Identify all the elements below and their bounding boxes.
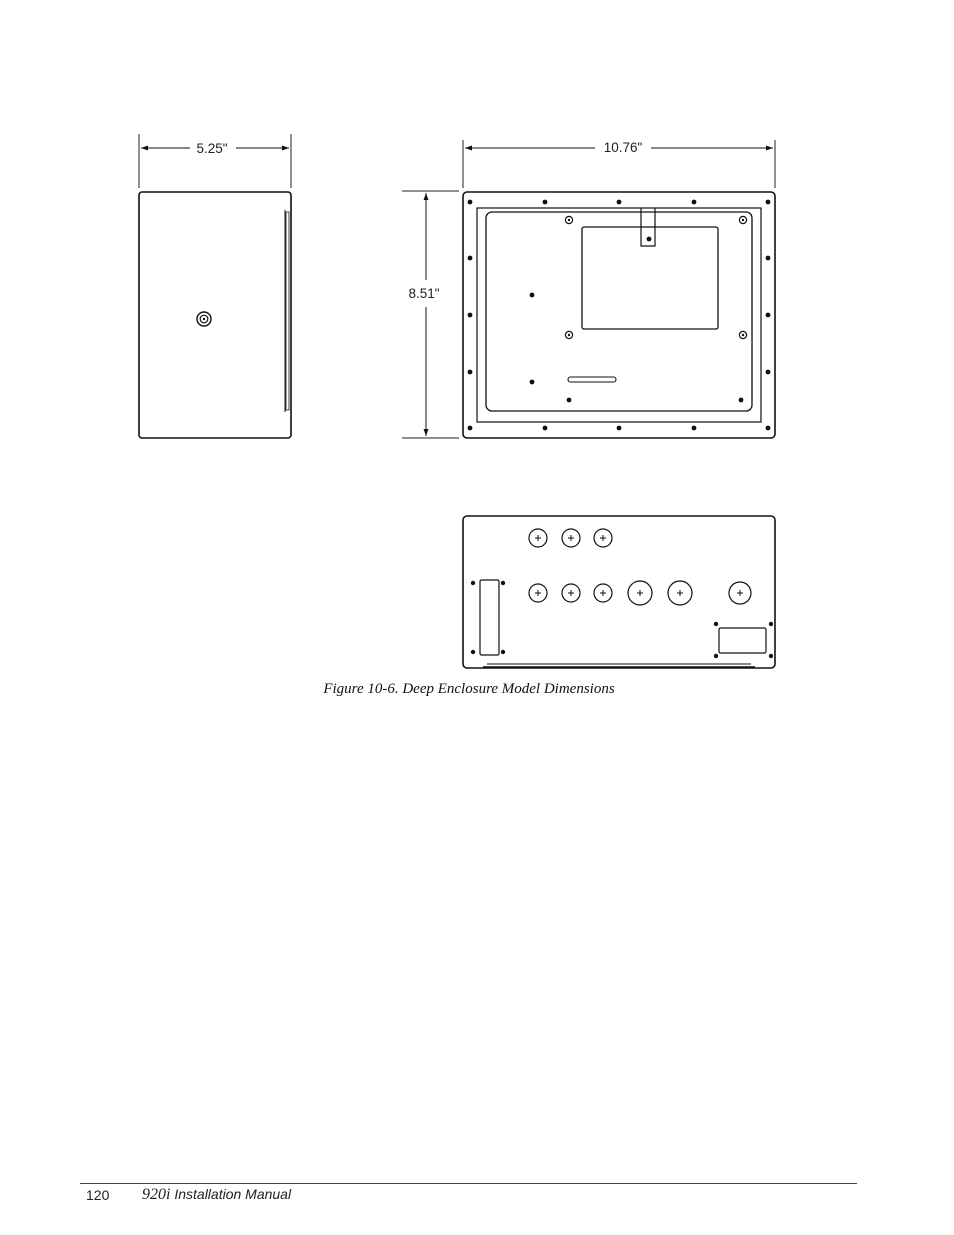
front-view [402, 140, 775, 438]
bottom-view [463, 516, 775, 668]
bottom-screws [471, 581, 773, 658]
knob-icon [197, 312, 211, 326]
bezel-screws [468, 200, 771, 431]
model-name: 920i [142, 1186, 171, 1203]
front-height-label: 8.51" [408, 286, 440, 301]
front-width-label: 10.76" [603, 140, 643, 155]
manual-name: Installation Manual [174, 1186, 292, 1202]
side-width-label: 5.25" [196, 141, 228, 156]
footer-divider [80, 1183, 857, 1184]
figure-caption [0, 681, 954, 698]
figure-caption-text: Figure 10-6. Deep Enclosure Model Dimensions [323, 681, 615, 697]
footer-title [142, 1186, 291, 1204]
page-number: 120 [86, 1187, 110, 1203]
side-view [139, 134, 291, 438]
hex-standoffs [565, 216, 746, 338]
